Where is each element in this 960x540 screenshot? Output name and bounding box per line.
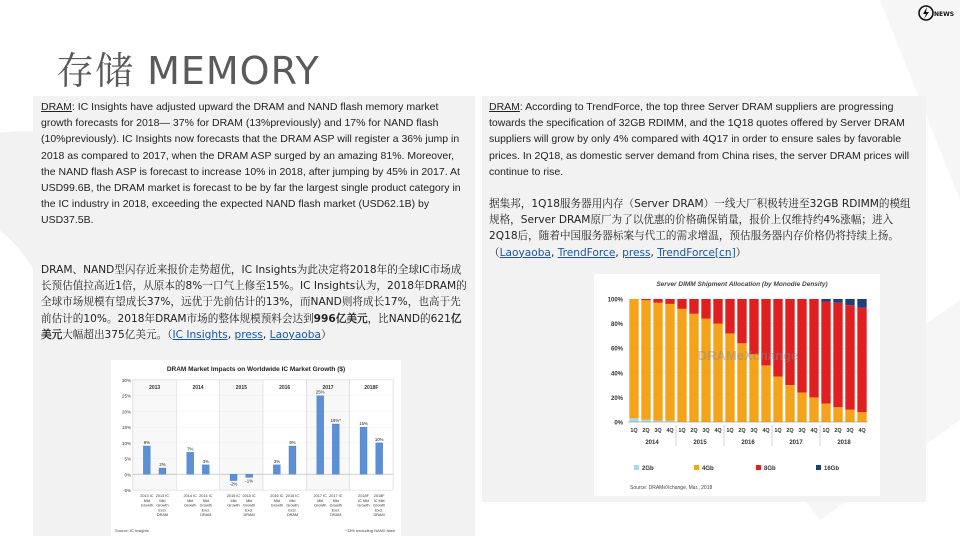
group-label: 2013: [149, 385, 161, 391]
x-category-label: DRAM: [373, 513, 385, 518]
bar: [289, 446, 296, 474]
link-trendforce-cn[interactable]: TrendForce[cn]: [657, 246, 736, 259]
y-tick-label: 5%: [124, 456, 131, 462]
y-tick-label: 60%: [610, 346, 623, 353]
bar-value-label: -2%: [229, 481, 238, 487]
stacked-bar-segment: [857, 299, 866, 308]
stacked-bar-segment: [641, 299, 650, 300]
x-category-label: Growth: [156, 503, 169, 508]
x-category-label: 2016 IC: [285, 494, 300, 498]
y-tick-label: 30%: [121, 378, 131, 383]
group-band: [133, 380, 176, 490]
stacked-bar-segment: [845, 299, 854, 305]
stacked-bar-segment: [677, 299, 686, 309]
x-category-label: Growth: [270, 503, 283, 508]
stacked-bar-segment: [713, 324, 722, 422]
x-category-label: Growth: [329, 503, 342, 508]
y-tick-label: 25%: [121, 393, 131, 399]
stacked-bar-segment: [797, 299, 806, 392]
x-category-label: DRAM: [156, 513, 169, 518]
x-category-label: Mkt: [317, 498, 324, 503]
link-sep: ,: [550, 246, 558, 259]
x-category-label: 2014 IC: [199, 494, 213, 498]
group-label: 2018F: [364, 385, 379, 391]
stacked-bar-segment: [653, 299, 662, 303]
x-category-label: 2014 IC: [183, 494, 197, 498]
bar: [202, 465, 209, 474]
stacked-bar-segment: [857, 308, 866, 413]
stacked-bar-segment: [857, 412, 866, 422]
x-year-label: 2015: [693, 440, 707, 446]
legend-label: 2Gb: [642, 466, 654, 472]
chart-source: Source: IC Insights: [115, 528, 149, 533]
bar: [360, 427, 367, 474]
x-quarter-label: 3Q: [846, 428, 854, 434]
stacked-bar-segment: [773, 299, 782, 376]
x-category-label: Mkt: [273, 498, 280, 503]
ic-market-chart-svg: [111, 360, 401, 536]
x-quarter-label: 3Q: [750, 428, 758, 434]
stacked-bar-segment: [665, 299, 674, 304]
bar-value-label: 25%: [315, 389, 325, 395]
x-category-label: IC Mkt: [358, 498, 370, 503]
stacked-bar-segment: [701, 299, 710, 319]
x-category-label: Mkt: [332, 498, 339, 503]
y-tick-label: 20%: [121, 409, 131, 415]
stacked-bar-segment: [821, 301, 830, 403]
y-tick-label: 40%: [610, 371, 623, 378]
x-category-label: Excl.: [331, 508, 340, 513]
link-close: ）: [735, 246, 747, 259]
x-category-label: Mkt: [202, 498, 209, 503]
legend-swatch: [634, 465, 639, 470]
group-band: [350, 380, 393, 490]
legend-label: 8Gb: [764, 466, 776, 472]
y-tick-label: 80%: [610, 322, 623, 329]
stacked-bar-segment: [689, 299, 698, 314]
x-quarter-label: 3Q: [654, 428, 662, 434]
x-category-label: Excl.: [201, 508, 210, 513]
server-dimm-chart-svg: [594, 274, 880, 496]
x-year-label: 2014: [645, 440, 659, 446]
stacked-bar-segment: [689, 314, 698, 422]
page-title: 存储 MEMORY: [56, 49, 320, 93]
x-year-label: 2017: [789, 440, 803, 446]
legend-swatch: [816, 465, 821, 470]
x-category-label: IC Mkt: [373, 498, 385, 503]
bar: [317, 396, 324, 475]
x-category-label: Growth: [357, 503, 370, 508]
x-category-label: 2018F: [358, 494, 369, 498]
x-category-label: Mkt: [246, 498, 253, 503]
link-sep: ,: [650, 246, 658, 259]
y-tick-label: 20%: [610, 395, 623, 402]
x-category-label: DRAM: [286, 513, 299, 518]
group-label: 2014: [192, 385, 204, 391]
x-quarter-label: 4Q: [810, 428, 818, 434]
x-quarter-label: 1Q: [630, 428, 638, 434]
y-tick-label: 15%: [121, 425, 131, 431]
chart-title: Server DIMM Shipment Allocation (by Monodie Density): [656, 281, 828, 288]
stacked-bar-segment: [797, 392, 806, 422]
bar: [246, 474, 253, 477]
x-quarter-label: 2Q: [690, 428, 698, 434]
left-dram-label: DRAM: [41, 101, 72, 113]
y-tick-label: 100%: [607, 297, 623, 304]
left-english-paragraph: [41, 99, 469, 229]
group-label: 2015: [235, 385, 247, 391]
x-category-label: Mkt: [289, 498, 296, 503]
x-category-label: DRAM: [243, 513, 255, 518]
legend-label: 16Gb: [824, 466, 840, 472]
group-band: [220, 380, 263, 490]
stacked-bar-segment: [725, 299, 734, 333]
x-category-label: 2015 IC: [242, 494, 256, 498]
legend-swatch: [756, 465, 761, 470]
legend-swatch: [694, 465, 699, 470]
x-category-label: Growth: [140, 503, 153, 508]
legend-label: 4Gb: [702, 466, 714, 472]
stacked-bar-segment: [749, 354, 758, 422]
x-quarter-label: 2Q: [738, 428, 746, 434]
stacked-bar-segment: [785, 299, 794, 385]
x-quarter-label: 2Q: [834, 428, 842, 434]
x-quarter-label: 3Q: [798, 428, 806, 434]
left-chinese-paragraph: [41, 262, 469, 343]
stacked-bar-segment: [725, 333, 734, 422]
stacked-bar-segment: [833, 303, 842, 408]
bar: [273, 465, 280, 474]
x-category-label: DRAM: [330, 513, 342, 518]
server-dimm-chart: [594, 274, 880, 496]
stacked-bar-segment: [665, 304, 674, 421]
chart-title: DRAM Market Impacts on Worldwide IC Market Growth ($): [166, 366, 346, 373]
link-ic-insights[interactable]: IC Insights: [172, 328, 228, 341]
stacked-bar-segment: [833, 407, 842, 422]
link-sep: ,: [262, 328, 270, 341]
x-category-label: Mkt: [187, 498, 194, 503]
logo-text: NEWS: [934, 11, 955, 18]
x-quarter-label: 4Q: [666, 428, 674, 434]
x-category-label: Excl.: [158, 508, 167, 513]
x-quarter-label: 1Q: [726, 428, 734, 434]
x-quarter-label: 1Q: [774, 428, 782, 434]
stacked-bar-segment: [641, 420, 650, 422]
stacked-bar-segment: [845, 410, 854, 422]
stacked-bar-segment: [773, 376, 782, 422]
stacked-bar-segment: [821, 299, 830, 301]
ic-market-chart: [111, 360, 401, 536]
x-quarter-label: 1Q: [678, 428, 686, 434]
x-category-label: Excl.: [375, 508, 384, 513]
right-dram-label: DRAM: [489, 101, 520, 113]
y-tick-label: 10%: [121, 440, 131, 446]
bar-value-label: 2%: [159, 462, 166, 467]
y-tick-label: 0%: [614, 420, 623, 427]
x-category-label: Mkt: [159, 498, 166, 503]
chart-source: Source: DRAMeXchange, Mar., 2018: [630, 485, 713, 491]
right-english-paragraph: [489, 99, 921, 180]
bar-value-label: 3%: [273, 458, 280, 464]
x-category-label: Growth: [373, 503, 386, 508]
link-laoyaoba[interactable]: Laoyaoba: [499, 246, 551, 259]
link-press[interactable]: press: [234, 328, 263, 341]
stacked-bar-segment: [629, 418, 638, 422]
x-category-label: Excl.: [288, 508, 297, 513]
x-quarter-label: 4Q: [762, 428, 770, 434]
x-category-label: DRAM: [200, 513, 212, 518]
x-category-label: 2017 IC: [329, 494, 343, 498]
group-band: [263, 380, 306, 490]
stacked-bar-segment: [761, 365, 770, 422]
stacked-bar-segment: [809, 299, 818, 397]
bar-value-label: -1%: [245, 478, 253, 484]
x-category-label: 2018F: [373, 494, 385, 498]
right-chinese-paragraph: [489, 196, 921, 261]
link-laoyaoba[interactable]: Laoyaoba: [269, 328, 322, 341]
x-quarter-label: 4Q: [714, 428, 722, 434]
bar: [187, 452, 194, 474]
chart-watermark: DRAMeXchange: [697, 348, 799, 363]
bar-value-label: 3%: [202, 458, 209, 464]
left-chinese-text: DRAM、NAND型闪存近来报价走势超优，IC Insights为此决定将2018年的全球IC市场成长预估值拉高近1倍，从原本的8%一口气上修至15%。IC Insights认为，2018年DRAM的全球市场规模有望成长37%，远优于先前估计的13%，而NAND则将成长17%，也高于先前估计的10%。2018年DRAM市场的整体规模预料会达到: [41, 264, 467, 325]
stacked-bar-segment: [833, 299, 842, 303]
bar: [143, 446, 150, 474]
stacked-bar-segment: [749, 299, 758, 354]
stacked-bar-segment: [641, 300, 650, 419]
news-logo: [918, 4, 958, 22]
right-english-text: : According to TrendForce, the top three Server DRAM suppliers are progressing towards the specification of 32GB RDIMM, and the 1Q18 quotes offered by Server DRAM suppliers will grow by only 4% compared with 4Q17 in order to ensure sales by favorable prices. In 2Q18, as domestic server demand from China rises, the server DRAM prices will continue to rise.: [489, 101, 910, 178]
right-chinese-text: 据集邦，1Q18服务器用内存（Server DRAM）一线大厂积极转进至32GB RDIMM的模组规格，Server DRAM原厂为了以优惠的价格确保销量，报价上仅维持约4%涨幅；进入2Q18后，随着中国服务器标案与代工的需求增温，预估服务器内存价格仍将持续上扬。（: [489, 198, 911, 259]
bar: [159, 468, 166, 474]
bar: [230, 474, 237, 480]
group-label: 2017: [322, 385, 334, 391]
link-trendforce[interactable]: TrendForce: [557, 246, 616, 259]
x-quarter-label: 4Q: [858, 428, 866, 434]
x-quarter-label: 3Q: [702, 428, 710, 434]
left-english-text: : IC Insights have adjusted upward the DRAM and NAND flash memory market growth forecasts for 2018— 37% for DRAM (13%previously) and 17% for NAND flash (10%previously). IC Insights now forecasts that the DRAM ASP will register a 36% jump in 2018 as compared to 2017, when the DRAM ASP surged by an amazing 81%. Moreover, the NAND flash ASP is forecast to increase 10% in 2018, after jumping by 45% in 2017. At USD99.6B, the DRAM market is forecast to be by far the largest single product category in the IC industry in 2018, exceeding the expected NAND flash market (USD62.1B) by USD37.5B.: [41, 101, 461, 227]
x-category-label: Growth: [314, 503, 327, 508]
x-category-label: 2016 IC: [270, 494, 284, 498]
stacked-bar-segment: [713, 299, 722, 324]
left-panel: [33, 96, 475, 536]
stacked-bar-segment: [653, 303, 662, 421]
y-tick-label: 0%: [124, 472, 131, 478]
y-tick-label: -5%: [122, 488, 131, 493]
bar-value-label: 16%*: [330, 418, 341, 423]
stacked-bar-segment: [677, 309, 686, 422]
link-sep: ,: [615, 246, 623, 259]
left-bold-1: 996亿美元: [313, 312, 368, 325]
x-quarter-label: 2Q: [786, 428, 794, 434]
stacked-bar-segment: [701, 319, 710, 422]
stacked-bar-segment: [737, 299, 746, 343]
bar: [332, 424, 339, 474]
left-bold-2: 亿美元: [41, 312, 462, 341]
x-category-label: Growth: [199, 503, 212, 508]
group-band: [176, 380, 219, 490]
stacked-bar-segment: [785, 385, 794, 422]
left-chinese-mid: ，比NAND的621: [367, 312, 451, 325]
x-quarter-label: 1Q: [822, 428, 830, 434]
bar-value-label: 7%: [187, 446, 194, 452]
left-chinese-end: 大幅超出375亿美元。（: [62, 328, 173, 341]
x-category-label: 2013 IC: [155, 494, 170, 498]
x-category-label: 2015 IC: [226, 494, 241, 498]
x-category-label: 2017 IC: [313, 494, 327, 498]
x-category-label: 2013 IC: [140, 494, 154, 498]
x-category-label: Growth: [227, 503, 240, 508]
stacked-bar-segment: [629, 299, 638, 418]
group-band: [306, 380, 349, 490]
stacked-bar-segment: [809, 397, 818, 422]
right-panel: [482, 96, 926, 502]
x-year-label: 2016: [741, 440, 755, 446]
bar-value-label: 9%: [143, 440, 150, 445]
x-category-label: Growth: [243, 503, 256, 508]
link-close: ）: [321, 328, 332, 341]
x-category-label: Mkt: [143, 498, 150, 503]
bar-value-label: 10%: [374, 436, 384, 442]
x-category-label: Mkt: [230, 498, 237, 503]
x-category-label: Growth: [286, 503, 299, 508]
x-category-label: Growth: [184, 503, 197, 508]
stacked-bar-segment: [821, 404, 830, 422]
chart-footnote: *13% excluding NAND flash: [345, 528, 395, 533]
x-quarter-label: 2Q: [642, 428, 650, 434]
x-year-label: 2018: [837, 440, 851, 446]
link-sep: ,: [227, 328, 235, 341]
bar-value-label: 15%: [359, 421, 368, 427]
stacked-bar-segment: [845, 305, 854, 410]
bar: [376, 443, 383, 474]
bar-value-label: 9%: [289, 440, 296, 445]
group-label: 2016: [279, 385, 291, 391]
link-press[interactable]: press: [622, 246, 651, 259]
x-category-label: Excl.: [245, 508, 254, 513]
